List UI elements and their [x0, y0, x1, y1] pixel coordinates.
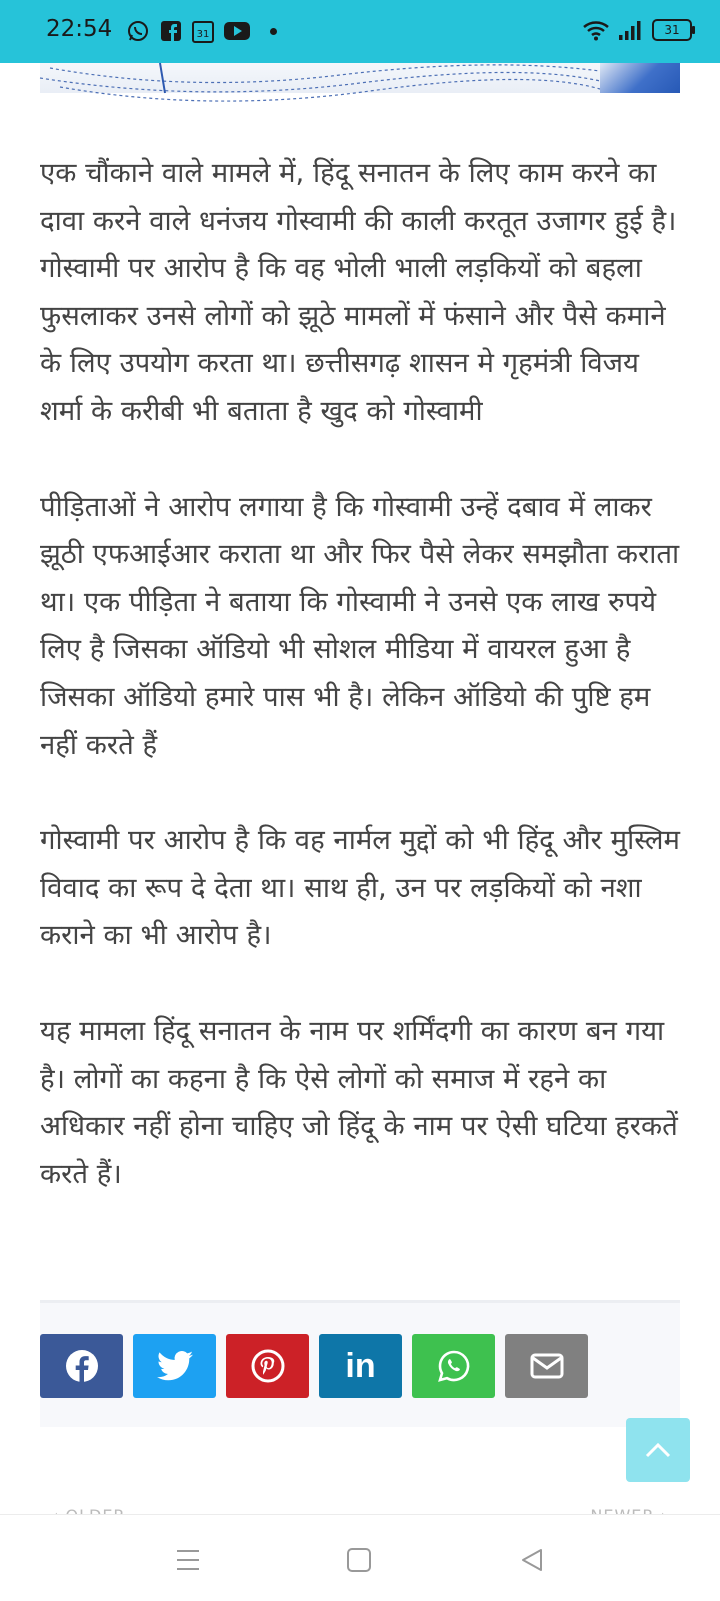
menu-icon: [175, 1548, 201, 1572]
back-button[interactable]: [514, 1542, 550, 1578]
share-pinterest-button[interactable]: [226, 1334, 309, 1398]
calendar-icon: [192, 19, 214, 43]
youtube-icon: [224, 21, 250, 41]
whatsapp-icon: [126, 19, 150, 43]
post-navigation: [40, 1500, 680, 1514]
home-square-icon: [346, 1547, 372, 1573]
facebook-icon: [160, 20, 182, 42]
linkedin-icon: in: [345, 1346, 376, 1385]
status-bar: [0, 0, 720, 63]
recents-button[interactable]: [170, 1542, 206, 1578]
notification-icons: [126, 19, 277, 43]
system-navigation-bar: [0, 1514, 720, 1601]
article-body: [40, 150, 686, 1198]
share-bar: [40, 1300, 680, 1427]
share-facebook-button[interactable]: [40, 1334, 123, 1398]
wifi-icon: [582, 19, 610, 41]
pinterest-icon: [251, 1349, 285, 1383]
article-paragraph: गोस्वामी पर आरोप है कि वह नार्मल मुद्दों को भी हिंदू और मुस्लिम विवाद का रूप दे देता था। साथ ही, उन पर लड़कियों को नशा कराने का भी आरोप है।: [40, 824, 680, 952]
home-button[interactable]: [341, 1542, 377, 1578]
hero-pattern: [40, 63, 600, 93]
signal-icon: [618, 19, 644, 41]
twitter-icon: [157, 1351, 193, 1381]
chevron-up-icon: [644, 1441, 672, 1459]
back-triangle-icon: [519, 1547, 545, 1573]
article-paragraph: पीड़िताओं ने आरोप लगाया है कि गोस्वामी उन्हें दबाव में लाकर झूठी एफआईआर कराता था और फिर पैसे लेकर समझौता कराता था। एक पीड़िता ने बताया कि गोस्वामी ने उनसे एक लाख रुपये लिए है जिसका ऑडियो भी सोशल मीडिया में वायरल हुआ है जिसका ऑडियो हमारे पास भी है। लेकिन ऑडियो की पुष्टि हम नहीं करते हैं: [40, 490, 680, 761]
calendar-day: 31: [196, 29, 210, 40]
battery-icon: 31: [652, 19, 692, 41]
share-buttons: [40, 1334, 588, 1398]
facebook-icon: [65, 1349, 99, 1383]
dot-icon: [270, 28, 277, 35]
status-time: 22:54: [46, 16, 113, 42]
article-paragraph: एक चौंकाने वाले मामले में, हिंदू सनातन के लिए काम करने का दावा करने वाले धनंजय गोस्वामी की काली करतूत उजागर हुई है। गोस्वामी पर आरोप है कि वह भोली भाली लड़कियों को बहला फुसलाकर उनसे लोगों को झूठे मामलों में फंसाने और पैसे कमाने के लिए उपयोग करता था। छत्तीसगढ़ शासन मे गृहमंत्री विजय शर्मा के करीबी भी बताता है खुद को गोस्वामी: [40, 157, 677, 427]
whatsapp-icon: [437, 1349, 471, 1383]
email-icon: [530, 1353, 564, 1379]
share-whatsapp-button[interactable]: [412, 1334, 495, 1398]
hero-accent: [600, 63, 680, 93]
share-twitter-button[interactable]: [133, 1334, 216, 1398]
article-paragraph: यह मामला हिंदू सनातन के नाम पर शर्मिंदगी का कारण बन गया है। लोगों का कहना है कि ऐसे लोगों को समाज में रहने का अधिकार नहीं होना चाहिए जो हिंदू के नाम पर ऐसी घटिया हरकतें करते हैं।: [40, 1014, 678, 1190]
share-linkedin-button[interactable]: [319, 1334, 402, 1398]
article-hero-image: [40, 63, 680, 93]
share-email-button[interactable]: [505, 1334, 588, 1398]
system-icons: [582, 19, 692, 41]
back-to-top-button[interactable]: [626, 1418, 690, 1482]
